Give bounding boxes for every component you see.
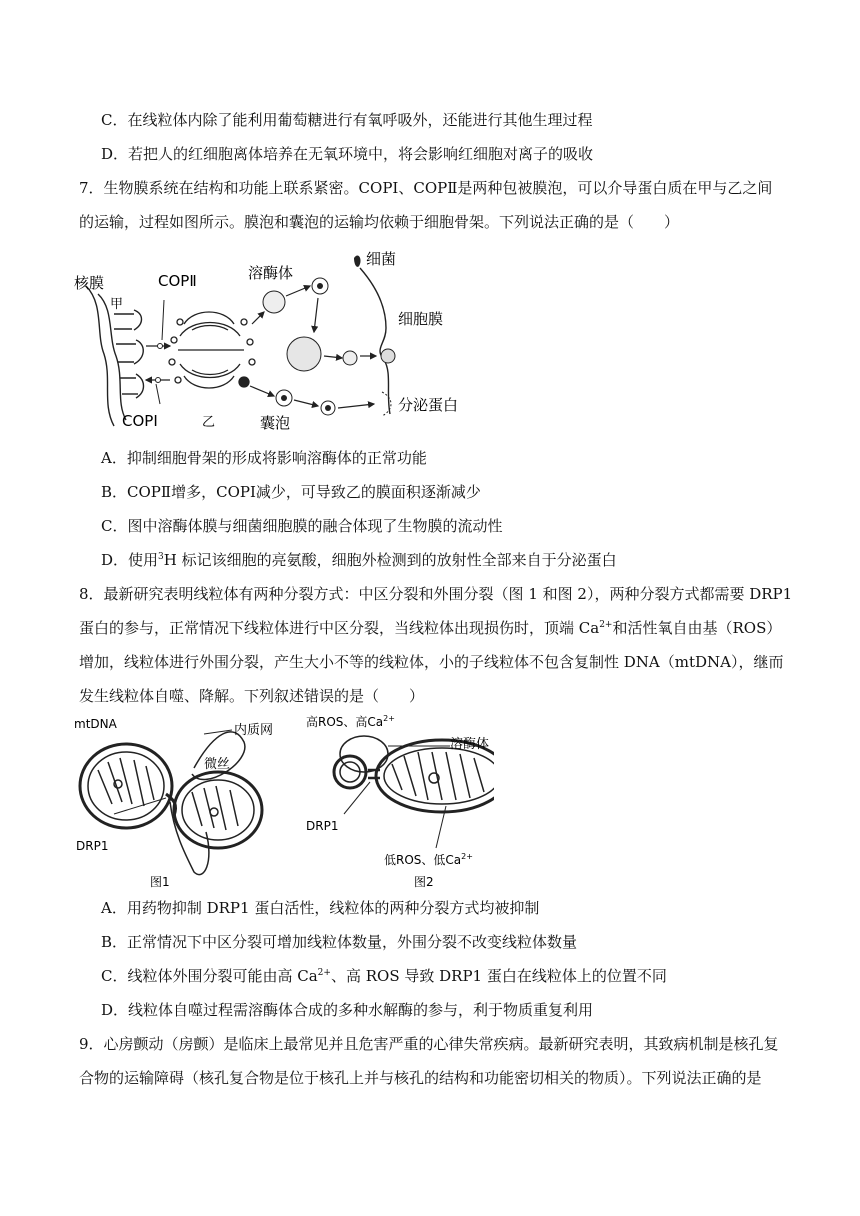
label-vesicle: 囊泡 (260, 414, 291, 432)
label-lysosome: 溶酶体 (248, 264, 294, 282)
q7-stem-line-2: 的运输，过程如图所示。膜泡和囊泡的运输均依赖于细胞骨架。下列说法正确的是（ ） (79, 213, 680, 231)
q7-stem-line-1: 7．生物膜系统在结构和功能上联系紧密。COPⅠ、COPⅡ是两种包被膜泡，可以介导蛋白质在甲与乙之间 (79, 179, 773, 197)
label-yi: 乙 (202, 415, 216, 430)
q8-option-b: B．正常情况下中区分裂可增加线粒体数量，外围分裂不改变线粒体数量 (101, 933, 578, 951)
label-jia: 甲 (110, 297, 124, 312)
q6-option-d: D．若把人的红细胞离体培养在无氧环境中，将会影响红细胞对离子的吸收 (101, 145, 594, 163)
q8-option-c: C．线粒体外围分裂可能由高 $Ca^{2+}$、高 ROS 导致 DRP1 蛋白在线粒体上的位置不同 (101, 967, 667, 985)
q7-option-b: B．COPⅡ增多，COPⅠ减少，可导致乙的膜面积逐渐减少 (101, 483, 481, 501)
q7-option-c: C．图中溶酶体膜与细菌细胞膜的融合体现了生物膜的流动性 (101, 517, 503, 535)
label-bacteria: 细菌 (366, 250, 397, 268)
q7-option-d: D．使用$^3$H 标记该细胞的亮氨酸，细胞外检测到的放射性全部来自于分泌蛋白 (101, 551, 617, 569)
label-high-ros-ca: 高ROS、高$Ca^{2+}$ (306, 714, 395, 729)
lysosome-drawing (263, 291, 285, 313)
q9-stem-line-2: 合物的运输障碍（核孔复合物是位于核孔上并与核孔的结构和功能密切相关的物质）。下列说法正确的是 (79, 1069, 762, 1087)
label-er: 内质网 (234, 723, 274, 738)
label-cop2: COPⅡ (158, 272, 197, 290)
label-lysosome-fig2: 溶酶体 (450, 737, 490, 752)
q8-stem-line-1: 8．最新研究表明线粒体有两种分裂方式：中区分裂和外围分裂（图 1 和图 2），两种分裂方式都需要 DRP1 (79, 585, 793, 603)
q8-stem-line-2: 蛋白的参与，正常情况下线粒体进行中区分裂，当线粒体出现损伤时，顶端 $Ca^{2+}$和活性氧自由基（ROS） (79, 619, 782, 637)
label-mtdna: mtDNA (74, 717, 117, 731)
label-microfilament: 微丝 (204, 757, 231, 772)
q8-option-a: A．用药物抑制 DRP1 蛋白活性，线粒体的两种分裂方式均被抑制 (101, 899, 540, 917)
label-nuclear-membrane: 核膜 (74, 274, 105, 292)
label-drp1-right: DRP1 (306, 819, 339, 833)
q8-option-d: D．线粒体自噬过程需溶酶体合成的多种水解酶的参与，利于物质重复利用 (101, 1001, 594, 1019)
cell-membrane-drawing (360, 268, 390, 414)
label-fig2: 图2 (414, 875, 434, 889)
figure1-mitochondrion-drawing (80, 732, 262, 875)
label-low-ros-ca: 低ROS、低$Ca^{2+}$ (384, 852, 473, 867)
q6-option-c: C．在线粒体内除了能利用葡萄糖进行有氧呼吸外，还能进行其他生理过程 (101, 111, 593, 129)
label-cop1: COPⅠ (122, 412, 158, 430)
label-drp1-left: DRP1 (76, 839, 109, 853)
q8-stem-line-3: 增加，线粒体进行外围分裂，产生大小不等的线粒体，小的子线粒体不包含复制性 DNA（mtDNA），继而 (79, 653, 784, 671)
q8-stem-line-4: 发生线粒体自噬、降解。下列叙述错误的是（ ） (79, 687, 425, 705)
label-cell-membrane: 细胞膜 (398, 310, 444, 328)
golgi-apparatus-drawing (169, 312, 255, 388)
q8-figure-mitochondria-fission (74, 712, 494, 892)
label-secretory-protein: 分泌蛋白 (398, 396, 459, 414)
label-fig1: 图1 (150, 875, 170, 889)
q7-option-a: A．抑制细胞骨架的形成将影响溶酶体的正常功能 (101, 449, 427, 467)
q7-figure-membrane-transport (74, 244, 474, 434)
q9-stem-line-1: 9．心房颤动（房颤）是临床上最常见并且危害严重的心律失常疾病。最新研究表明，其致病机制是核孔复 (79, 1035, 779, 1053)
